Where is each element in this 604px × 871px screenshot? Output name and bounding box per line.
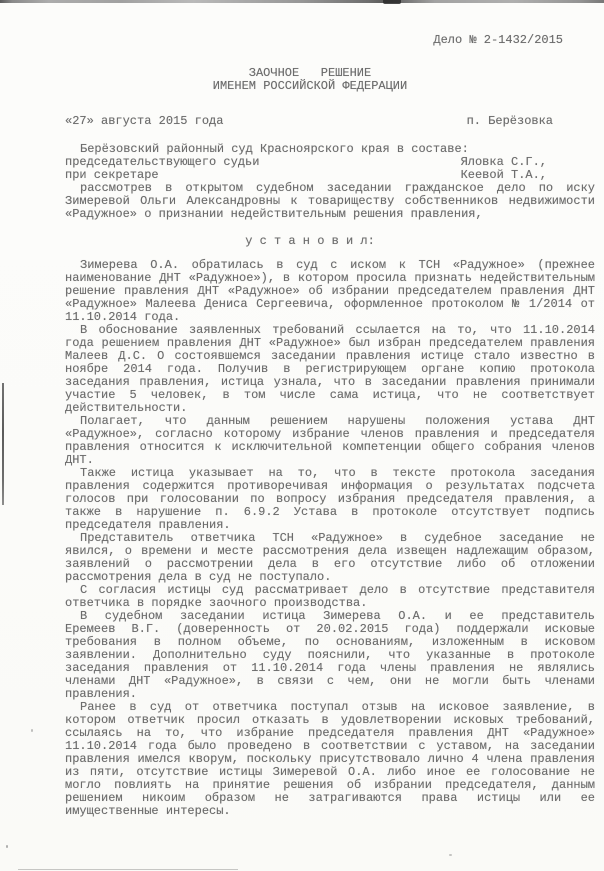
- text-line: ноябре 2014 года. Получив в регистрирующем органе копию протокола: [65, 362, 595, 376]
- text-line: могло повлиять на принятие решения об избрании председателя, данным: [65, 778, 595, 792]
- text-line: года решением правления ДНТ «Радужное» был избран председателем правления: [65, 336, 595, 350]
- body-paragraph: [65, 259, 595, 324]
- decision-title-block: [65, 67, 555, 93]
- text-line: участие 5 человек, в том числе сама истица, что не соответствует: [65, 388, 595, 402]
- body-paragraph: [65, 584, 595, 610]
- text-line: членами ДНТ «Радужное», в связи с чем, они не могли быть членами: [65, 674, 595, 688]
- text-line: 11.10.2014 года было проведено в соответствии с уставом, на заседании: [65, 739, 595, 753]
- text-line: заявлений о рассмотрении дела в его отсутствие либо об отложении: [65, 557, 595, 571]
- text-line: требования в полном объеме, по основаниям, изложенным в исковом: [65, 635, 595, 649]
- text-line: рассмотрев в открытом судебном заседании гражданское дело по иску: [80, 181, 595, 195]
- text-line: наименование ДНТ «Радужное»), в котором просила признать недействительным: [65, 271, 595, 285]
- secretary-label: при секретаре: [65, 168, 159, 182]
- preamble: [65, 143, 595, 221]
- text-line: Еремеев В.Г. (доверенность от 20.02.2015 года) поддержали исковые: [65, 622, 595, 636]
- text-line: Малеев Д.С. О состоявшемся заседании правления истице стало известно в: [65, 349, 595, 363]
- considered-paragraph: [65, 182, 595, 221]
- decision-date: «27» августа 2015 года: [65, 114, 224, 128]
- text-line: заявлении. Дополнительно суду пояснили, что указанные в протоколе: [65, 648, 595, 662]
- text-line: ссылаясь на то, что избрание председателя правления ДНТ «Радужное»: [65, 726, 595, 740]
- decision-subtitle: ИМЕНЕМ РОССИЙСКОЙ ФЕДЕРАЦИИ: [212, 79, 408, 93]
- text-line: правления имелся кворум, поскольку присутствовало лично 4 члена правления: [65, 752, 595, 766]
- text-line: также в нарушение п. 6.9.2 Устава в протоколе отсутствует подпись: [65, 505, 595, 519]
- text-line: решением никоим образом не затрагиваются права истицы или ее: [65, 791, 595, 805]
- text-line: котором ответчик просил отказать в удовлетворении исковых требований,: [65, 713, 595, 727]
- text-line: Зимеревой Ольги Александровны к товариществу собственников недвижимости: [65, 194, 595, 208]
- body-paragraph: [65, 324, 595, 415]
- text-line: «Радужное» о признании недействительным решения правления,: [65, 207, 483, 221]
- body-paragraph: [65, 610, 595, 701]
- text-line: имущественные интересы.: [65, 804, 231, 818]
- judge-name: Яловка С.Г.,: [460, 155, 547, 169]
- body-paragraph: [65, 415, 595, 467]
- scan-bottom-edge-artifact: [18, 869, 238, 871]
- judge-label: председательствующего судьи: [65, 155, 260, 169]
- ink-speck: [6, 845, 8, 848]
- text-line: В судебном заседании истица Зимерева О.А. и ее представитель: [80, 609, 595, 623]
- text-line: правления.: [65, 687, 138, 701]
- section-heading-ustanovil: у с т а н о в и л:: [245, 234, 375, 248]
- text-line: Зимерева О.А. обратилась в суд с иском к ТСН «Радужное» (прежнее: [80, 258, 595, 272]
- ink-speck: [449, 854, 452, 856]
- text-line: Полагает, что данным решением нарушены положения устава ДНТ: [80, 414, 595, 428]
- text-line: Также истица указывает на то, что в тексте протокола заседания: [80, 466, 595, 480]
- text-line: действительности.: [65, 401, 188, 415]
- text-line: из пяти, отсутствие истицы Зимеревой О.А. либо иное ее голосование не: [65, 765, 595, 779]
- text-line: голосов при голосовании по вопросу избрания председателя правления, а: [65, 492, 595, 506]
- secretary-name: Кеевой Т.А.,: [460, 168, 547, 182]
- text-line: заседания правления, истица узнала, что в заседании правления принимали: [65, 375, 595, 389]
- text-line: Ранее в суд от ответчика поступал отзыв на исковое заявление, в: [80, 700, 595, 714]
- body-paragraph: [65, 701, 595, 818]
- text-line: рассмотрения дела в суд не поступало.: [65, 570, 332, 584]
- text-line: решение правления ДНТ «Радужное» об избрании председателем правления ДНТ: [65, 284, 595, 298]
- text-line: С согласия истицы суд рассматривает дело в отсутствие представителя: [80, 583, 595, 597]
- decision-place: п. Берёзовка: [466, 114, 553, 128]
- text-line: явился, о времени и месте рассмотрения дела извещен надлежащим образом,: [65, 544, 595, 558]
- dateline: [65, 115, 595, 128]
- text-line: ответчика в порядке заочного производства.: [65, 596, 368, 610]
- text-line: заседания правления от 11.10.2014 года члены правления не являлись: [65, 661, 595, 675]
- decision-title: ЗАОЧНОЕ РЕШЕНИЕ: [248, 66, 372, 80]
- text-line: «Радужное» Малеева Дениса Сергеевича, оформленное протоколом № 1/2014 от: [65, 297, 595, 311]
- text-line: ДНТ.: [65, 453, 94, 467]
- body-paragraph: [65, 467, 595, 532]
- text-line: В обоснование заявленных требований ссылается на то, что 11.10.2014: [80, 323, 595, 337]
- case-number: Дело № 2-1432/2015: [433, 33, 563, 47]
- text-line: правления содержится противоречивая информация о результатах подсчета: [65, 479, 595, 493]
- decision-body: [65, 259, 595, 818]
- body-paragraph: [65, 532, 595, 584]
- court-composition-line: Берёзовский районный суд Красноярского края в составе:: [80, 142, 469, 156]
- text-line: 11.10.2014 года.: [65, 310, 181, 324]
- text-line: председателя правления.: [65, 518, 231, 532]
- text-line: Представитель ответчика ТСН «Радужное» в судебное заседание не: [80, 531, 595, 545]
- text-line: правления относится к исключительной компетенции общего собрания членов: [65, 440, 595, 454]
- text-line: «Радужное», согласно которому избрание членов правления и председателя: [65, 427, 595, 441]
